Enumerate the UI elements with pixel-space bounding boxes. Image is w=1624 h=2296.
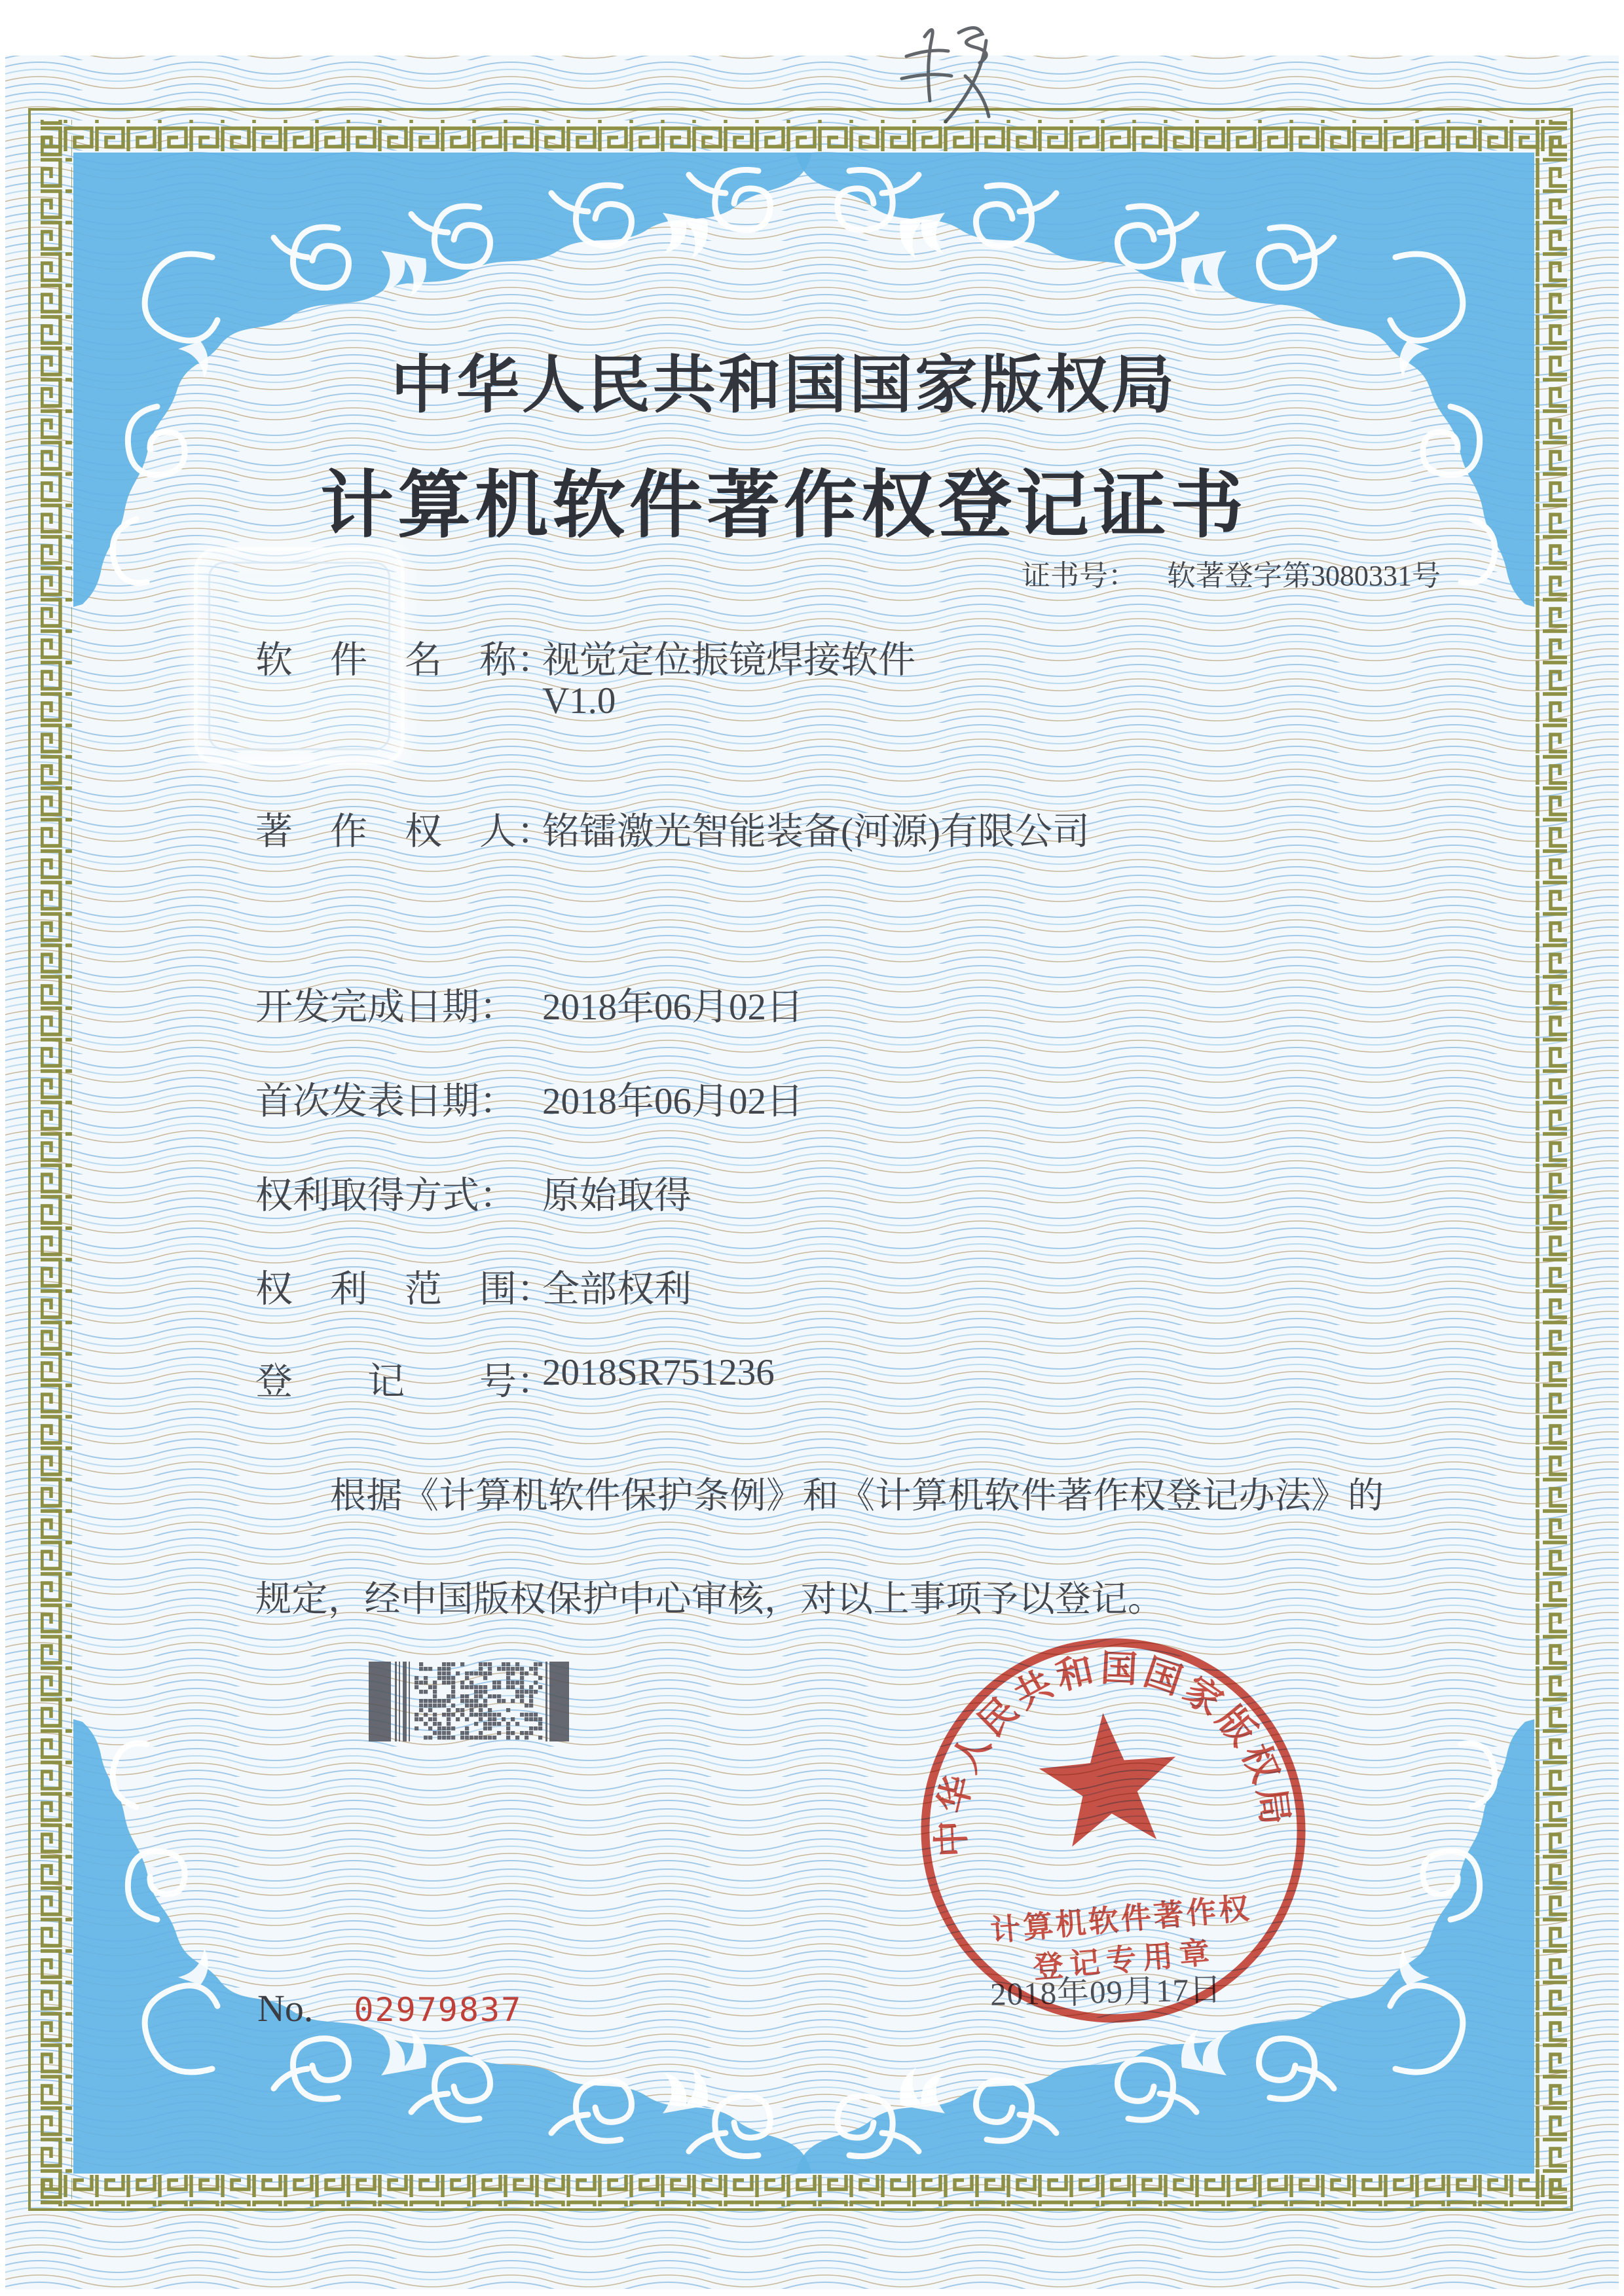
seal-date: 2018年09月17日 (989, 1971, 1223, 2013)
certificate-number-value: 软著登字第3080331号 (1167, 560, 1441, 592)
seal-text-line1: 计算机软件著作权 (989, 1891, 1253, 1948)
field-software-name (255, 630, 915, 683)
statement-line-2: 规定，经中国版权保护中心审核，对以上事项予以登记。 (255, 1579, 1164, 1619)
field-value: 2018年06月02日 (542, 987, 803, 1028)
field-registration-number (255, 1351, 775, 1405)
field-label: 首次发表日期： (255, 1081, 517, 1122)
field-copyright-owner (255, 801, 1090, 855)
handwritten-annotation (0, 0, 1624, 170)
field-label: 权 利 范 围： (255, 1269, 554, 1310)
field-first-publish-date (255, 1071, 803, 1125)
statement-line-1: 根据《计算机软件保护条例》和《计算机软件著作权登记办法》的 (330, 1476, 1384, 1516)
field-dev-complete-date (255, 977, 803, 1030)
field-value: 全部权利 (542, 1269, 692, 1310)
field-label: 开发完成日期： (255, 987, 517, 1028)
field-software-version (542, 680, 616, 722)
field-label: 登 记 号： (255, 1361, 554, 1402)
field-rights-acquisition (255, 1165, 692, 1219)
field-value: 2018年06月02日 (542, 1081, 803, 1122)
certificate-number (1022, 552, 1441, 594)
certificate-title: 计算机软件著作权登记证书 (320, 465, 1247, 547)
pdf417-barcode (369, 1662, 572, 1741)
field-value: V1.0 (542, 680, 616, 721)
certificate-number-label: 证书号： (1022, 560, 1137, 592)
authority-title: 中华人民共和国国家版权局 (391, 350, 1177, 420)
field-label: 著 作 权 人： (255, 811, 554, 852)
field-label: 权利取得方式： (255, 1175, 517, 1216)
serial-label: No. (257, 1987, 314, 2030)
red-star-icon (1035, 1707, 1183, 1849)
serial-value: 02979837 (354, 1991, 523, 2029)
field-rights-scope (255, 1259, 692, 1313)
field-label: 软 件 名 称： (255, 640, 554, 681)
field-value: 铭镭激光智能装备(河源)有限公司 (542, 811, 1090, 852)
seal-text-line2: 登记专用章 (1031, 1935, 1217, 1985)
field-value: 原始取得 (542, 1175, 692, 1216)
official-red-seal (910, 1628, 1316, 2033)
field-value: 视觉定位振镜焊接软件 (542, 640, 915, 681)
field-value: 2018SR751236 (542, 1352, 775, 1393)
seal-arc-text: 中华人民共和国国家版权局 (931, 1648, 1296, 1858)
serial-number (257, 1986, 522, 2030)
